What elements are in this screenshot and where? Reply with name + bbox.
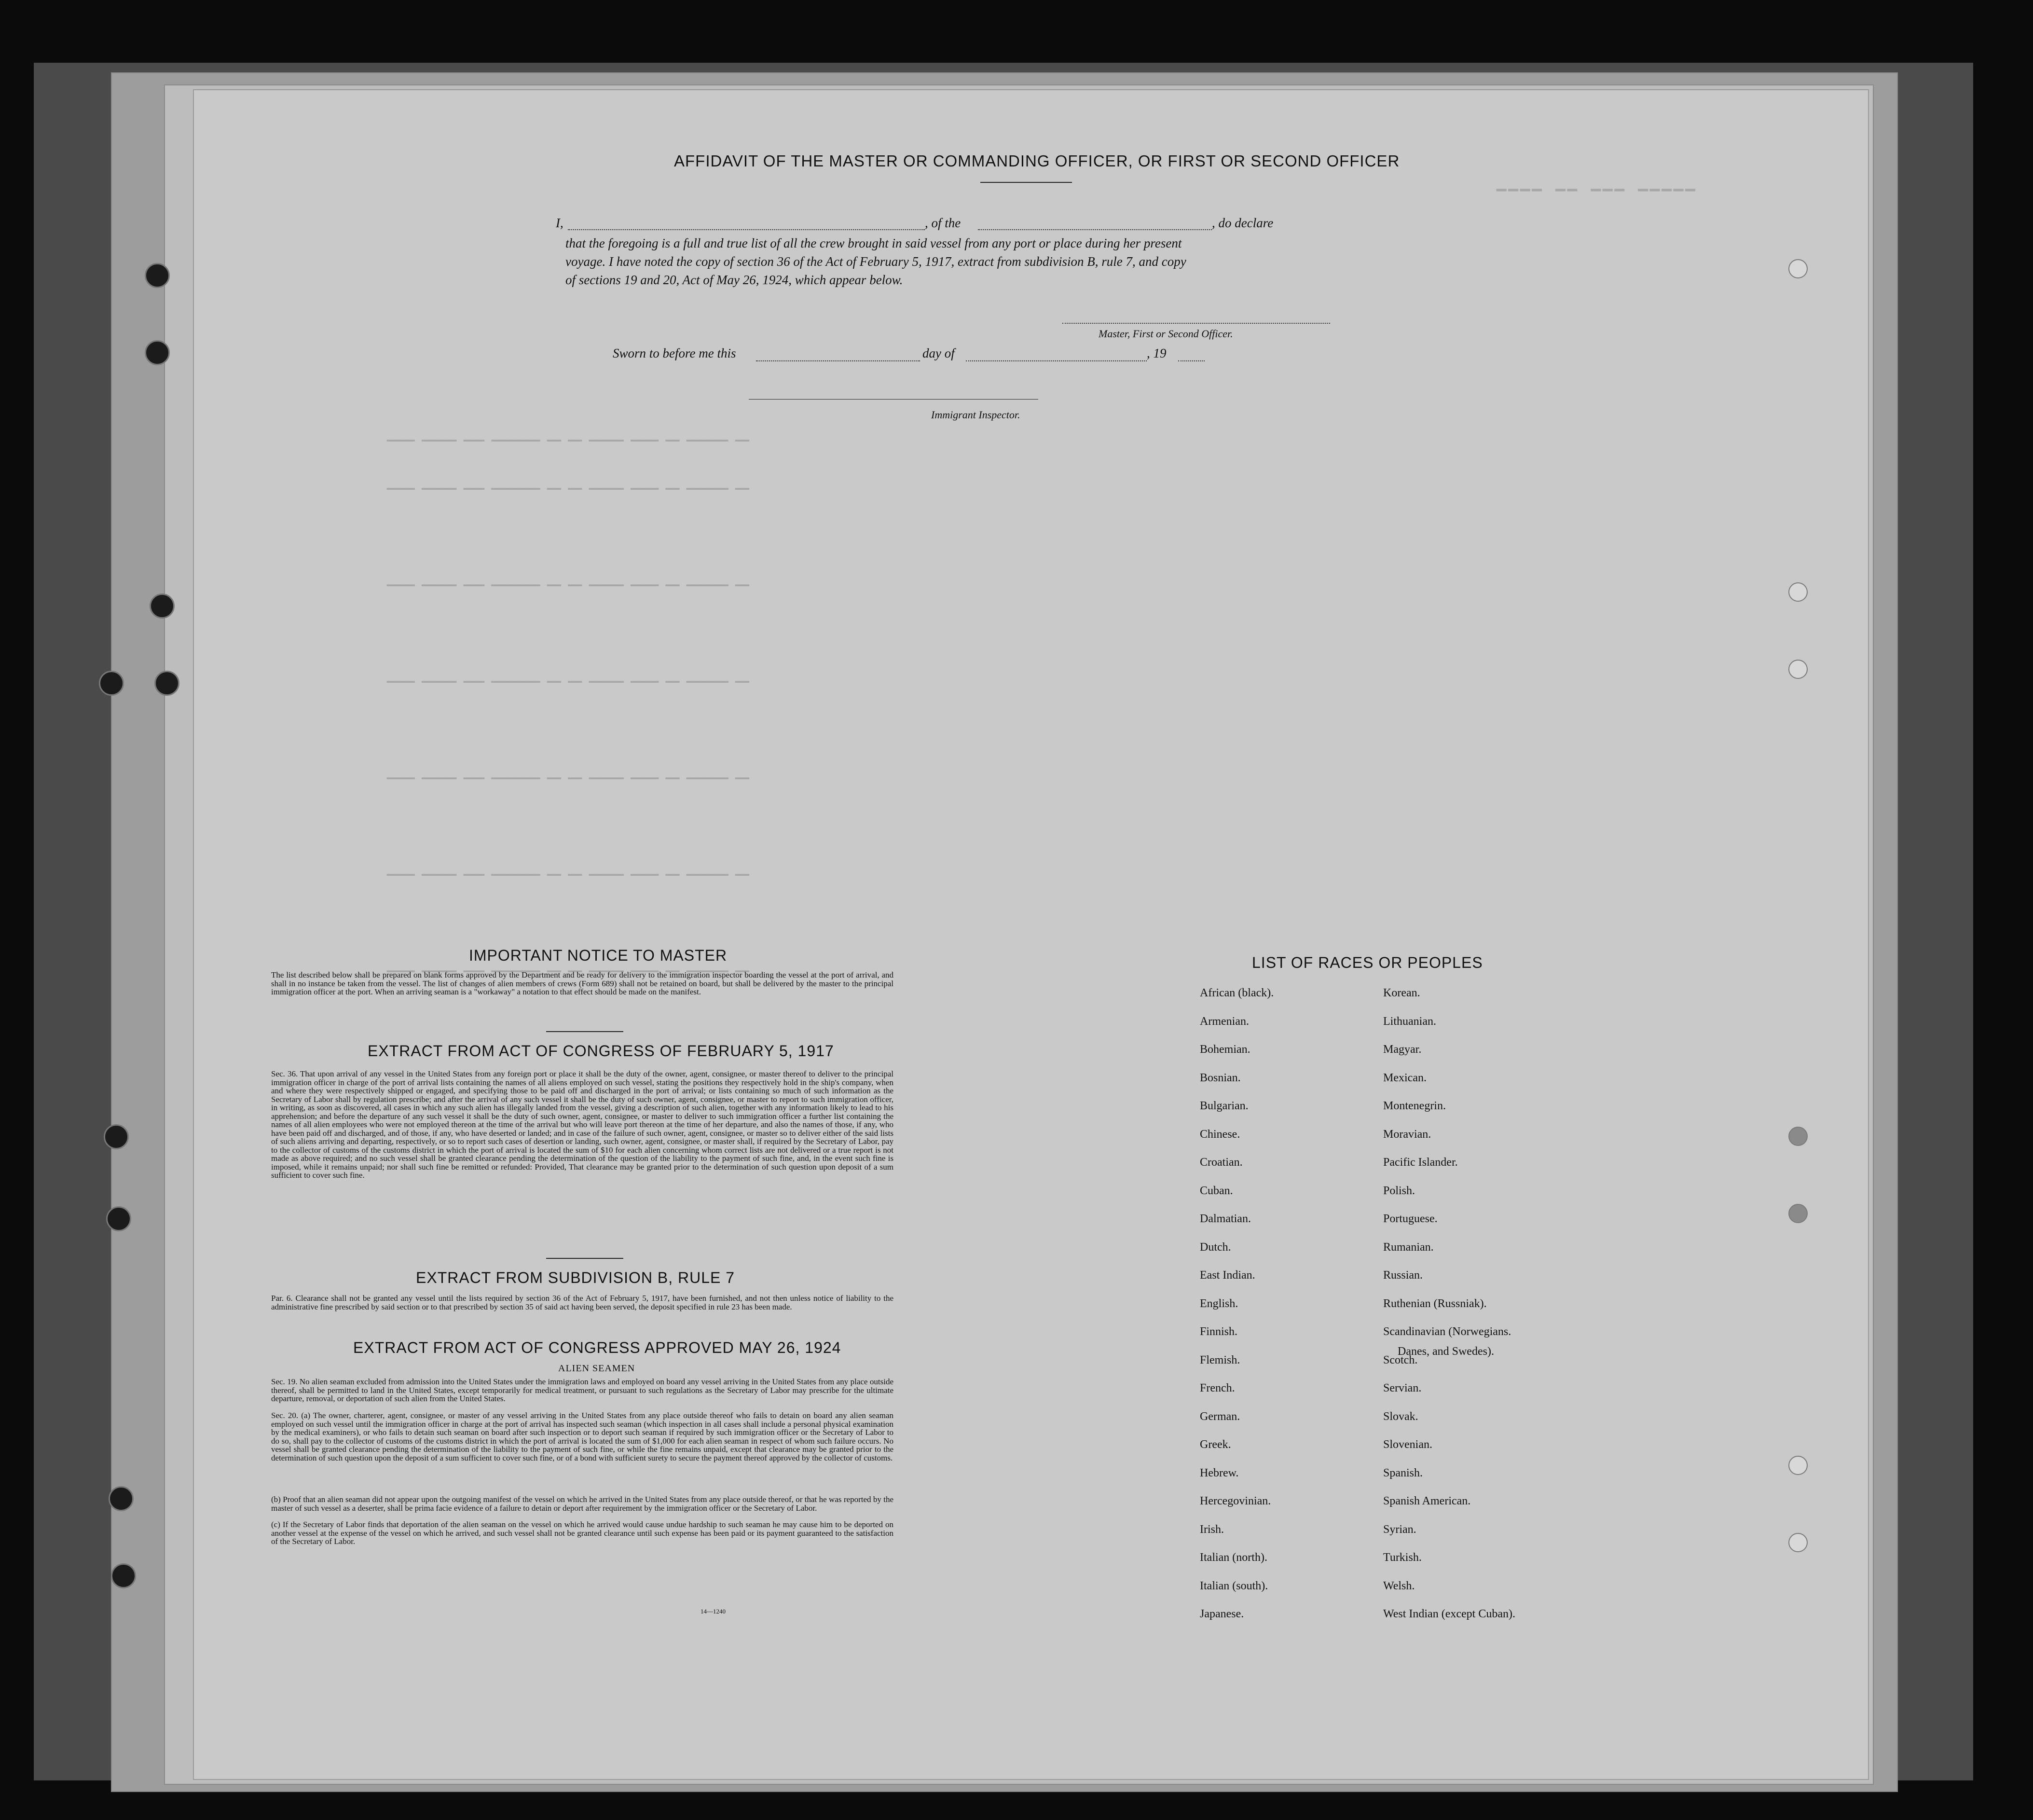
bleed-through: ▁▁▁▁ ▁▁▁▁▁ ▁▁▁ ▁▁▁▁▁▁▁ ▁▁ ▁▁ ▁▁▁▁▁ ▁▁▁▁ ▁▁ ▁▁▁▁▁▁ ▁▁ [387, 864, 749, 877]
race-item: Spanish American. [1383, 1495, 1471, 1507]
race-item: Cuban. [1200, 1184, 1233, 1197]
sec-20b-body: (b) Proof that an alien seaman did not appear upon the outgoing manifest of the vessel on which he arrived in the United States from any place outside thereof, or that he was reported by the master of such vessel as a deserter, shall be prima facie evidence of a failure to detain or deport after requirement by the immigration officer or the Secretary of Labor. [271, 1495, 893, 1513]
punch-hole [1788, 259, 1808, 278]
section-divider [546, 1258, 623, 1259]
rule7-body: Par. 6. Clearance shall not be granted any vessel until the lists required by section 36 of the Act of February 5, 1917, have been furnished, and not then unless notice of liability to the administrative fine prescribed by said section or to that prescribed by section 35 of said act having been served, the deposit specified in rule 23 has been made. [271, 1294, 893, 1311]
race-item: Hercegovinian. [1200, 1495, 1271, 1507]
race-item: Italian (north). [1200, 1551, 1267, 1564]
form-sheet [193, 89, 1869, 1780]
sworn-year: , 19 [1147, 346, 1167, 360]
race-item: Magyar. [1383, 1043, 1422, 1056]
race-item: East Indian. [1200, 1269, 1255, 1282]
bleed-through: ▁▁▁▁ ▁▁▁▁▁ ▁▁▁ ▁▁▁▁▁▁▁ ▁▁ ▁▁ ▁▁▁▁▁ ▁▁▁▁ ▁▁ ▁▁▁▁▁▁ ▁▁ [387, 574, 749, 587]
sec-19-body: Sec. 19. No alien seaman excluded from admission into the United States under the immigration laws and employed on board any vessel arriving in the United States from any place outside thereof, shall be permitted to land in the United States, except temporarily for medical treatment, or pursuant to such regulations as the Secretary of Labor may prescribe for the ultimate departure, removal, or deportation of such alien from the United States. [271, 1377, 893, 1403]
race-item: Montenegrin. [1383, 1100, 1446, 1112]
punch-hole [1788, 1127, 1808, 1146]
bleed-through: ▁▁▁▁ ▁▁▁▁▁ ▁▁▁ ▁▁▁▁▁▁▁ ▁▁ ▁▁ ▁▁▁▁▁ ▁▁▁▁ ▁▁ ▁▁▁▁▁▁ ▁▁ [387, 429, 749, 442]
race-item: Finnish. [1200, 1325, 1238, 1338]
binding-hole [106, 1206, 131, 1231]
bleed-through: ▁▁▁▁ ▁▁▁▁▁ ▁▁▁ ▁▁▁▁▁▁▁ ▁▁ ▁▁ ▁▁▁▁▁ ▁▁▁▁ ▁▁ ▁▁▁▁▁▁ ▁▁ [387, 671, 749, 684]
sworn-day-of: day of [922, 346, 955, 360]
affidavit-do-declare: , do declare [1212, 216, 1274, 230]
bleed-through: ▁▁▁▁ ▁▁▁▁▁ ▁▁▁ ▁▁▁▁▁▁▁ ▁▁ ▁▁ ▁▁▁▁▁ ▁▁▁▁ ▁▁ ▁▁▁▁▁▁ ▁▁ [387, 960, 749, 973]
officer-name-field[interactable] [568, 229, 925, 230]
race-item: Russian. [1383, 1269, 1423, 1282]
sworn-day-field[interactable] [756, 360, 920, 361]
race-item: Spanish. [1383, 1466, 1423, 1479]
punch-hole [1788, 1533, 1808, 1552]
race-item: Dutch. [1200, 1241, 1231, 1254]
vessel-name-field[interactable] [978, 229, 1212, 230]
bleed-through: ▁▁▁▁ ▁▁ ▁▁▁ ▁▁▁▁▁ [1497, 174, 1697, 193]
punch-hole [1788, 660, 1808, 679]
form-number: 14—1240 [701, 1608, 726, 1615]
inspector-caption: Immigrant Inspector. [931, 409, 1020, 421]
sec-20c-body: (c) If the Secretary of Labor finds that deportation of the alien seaman on the vessel on which he arrived would cause undue hardship to such seaman he may cause him to be deported on another vessel at the expense of the vessel on which he arrived, and such vessel shall not be granted clearance until such expense has been paid or its payment guaranteed to the satisfaction of the Secretary of Labor. [271, 1520, 893, 1546]
race-item: Greek. [1200, 1438, 1231, 1451]
sworn-prefix: Sworn to before me this [613, 346, 736, 360]
notice-body: The list described below shall be prepared on blank forms approved by the Department and be ready for delivery to the immigration inspector boarding the vessel at the port of arrival, and shall in no instance be taken from the vessel. The list of changes of alien members of crews (Form 689) shall not be retained on board, but shall be delivered by the master to the principal immigration officer at the port. When an arriving seaman is a "workaway" a notation to that effect should be made on the manifest. [271, 970, 893, 996]
race-item: Hebrew. [1200, 1466, 1239, 1479]
race-item: German. [1200, 1410, 1240, 1423]
race-item: French. [1200, 1382, 1235, 1394]
binding-hole [99, 671, 124, 696]
punch-hole [1788, 1204, 1808, 1223]
race-item: Welsh. [1383, 1579, 1415, 1592]
race-item: Slovak. [1383, 1410, 1418, 1423]
race-item: West Indian (except Cuban). [1383, 1608, 1515, 1620]
sworn-year-field[interactable] [1178, 360, 1205, 361]
race-item: Danes, and Swedes). [1398, 1345, 1494, 1358]
binding-hole [150, 593, 175, 619]
race-item: Servian. [1383, 1382, 1422, 1394]
master-signature-field[interactable] [1062, 323, 1330, 324]
binding-hole [104, 1124, 129, 1149]
race-item: Syrian. [1383, 1523, 1416, 1536]
punch-hole [1788, 1456, 1808, 1475]
race-item: Croatian. [1200, 1156, 1243, 1169]
race-item: Ruthenian (Russniak). [1383, 1297, 1487, 1310]
extract-1924-title: EXTRACT FROM ACT OF CONGRESS APPROVED MAY 26, 1924 [353, 1339, 841, 1356]
section-divider [546, 1031, 623, 1032]
race-item: Bulgarian. [1200, 1100, 1249, 1112]
inspector-signature-line [749, 399, 1038, 400]
race-item: English. [1200, 1297, 1238, 1310]
binding-hole [154, 671, 179, 696]
race-item: Portuguese. [1383, 1213, 1438, 1225]
bleed-through: ▁▁▁▁ ▁▁▁▁▁ ▁▁▁ ▁▁▁▁▁▁▁ ▁▁ ▁▁ ▁▁▁▁▁ ▁▁▁▁ ▁▁ ▁▁▁▁▁▁ ▁▁ [387, 478, 749, 491]
race-item: Korean. [1383, 987, 1420, 999]
race-item: Lithuanian. [1383, 1015, 1436, 1028]
binding-hole [145, 263, 170, 288]
affidavit-line-2: that the foregoing is a full and true list of all the crew brought in said vessel from any port or place during her present [565, 236, 1182, 250]
race-item: Dalmatian. [1200, 1213, 1251, 1225]
race-item: Turkish. [1383, 1551, 1422, 1564]
notice-title: IMPORTANT NOTICE TO MASTER [469, 947, 728, 964]
race-item: Scotch. [1383, 1353, 1418, 1366]
race-item: Polish. [1383, 1184, 1415, 1197]
bleed-through: ▁▁▁▁ ▁▁▁▁▁ ▁▁▁ ▁▁▁▁▁▁▁ ▁▁ ▁▁ ▁▁▁▁▁ ▁▁▁▁ ▁▁ ▁▁▁▁▁▁ ▁▁ [387, 767, 749, 780]
race-item: Scandinavian (Norwegians. [1383, 1325, 1511, 1338]
binding-hole [111, 1563, 136, 1588]
affidavit-line-4: of sections 19 and 20, Act of May 26, 1924, which appear below. [565, 273, 903, 287]
race-item: Italian (south). [1200, 1579, 1268, 1592]
race-item: African (black). [1200, 987, 1274, 999]
rule7-title: EXTRACT FROM SUBDIVISION B, RULE 7 [416, 1269, 735, 1286]
punch-hole [1788, 582, 1808, 602]
affidavit-i: I, [556, 216, 563, 230]
master-signature-caption: Master, First or Second Officer. [1099, 328, 1233, 340]
race-item: Rumanian. [1383, 1241, 1434, 1254]
race-item: Moravian. [1383, 1128, 1431, 1141]
binding-hole [109, 1486, 134, 1511]
race-item: Chinese. [1200, 1128, 1240, 1141]
race-item: Slovenian. [1383, 1438, 1432, 1451]
binding-hole [145, 340, 170, 365]
race-item: Irish. [1200, 1523, 1224, 1536]
affidavit-of-the: , of the [925, 216, 961, 230]
race-item: Bosnian. [1200, 1071, 1241, 1084]
extract-1917-title: EXTRACT FROM ACT OF CONGRESS OF FEBRUARY 5, 1917 [368, 1042, 834, 1060]
race-item: Mexican. [1383, 1071, 1427, 1084]
sec-20a-body: Sec. 20. (a) The owner, charterer, agent, consignee, or master of any vessel arriving in the United States from any place outside thereof who fails to detain on board any alien seaman employed on such vessel until the immigration officer in charge at the port of arrival has inspected such seaman (which inspection in all cases shall include a personal physical examination by the medical examiners), or who fails to detain such seaman on board after such inspection or to deport such seaman if required by such immigration officer or the Secretary of Labor to do so, shall pay to the collector of customs of the customs district in which the port of arrival is located the sum of $1,000 for each alien seaman in respect of whom such failure occurs. No vessel shall be granted clearance pending the determination of the liability to the payment of such fine, or while the fine remains unpaid, except that clearance may be granted prior to the determination of such question upon the deposit of a sum sufficient to cover such fine, or of a bond with sufficient surety to secure the payment thereof approved by the collector of customs. [271, 1411, 893, 1462]
races-title: LIST OF RACES OR PEOPLES [1252, 954, 1483, 971]
affidavit-title: AFFIDAVIT OF THE MASTER OR COMMANDING OFFICER, OR FIRST OR SECOND OFFICER [674, 152, 1400, 170]
race-item: Flemish. [1200, 1353, 1240, 1366]
alien-seamen-subtitle: ALIEN SEAMEN [558, 1363, 635, 1374]
race-item: Armenian. [1200, 1015, 1249, 1028]
race-item: Pacific Islander. [1383, 1156, 1458, 1169]
race-item: Japanese. [1200, 1608, 1244, 1620]
extract-1917-body: Sec. 36. That upon arrival of any vessel in the United States from any foreign port or place it shall be the duty of the owner, agent, consignee, or master thereof to deliver to the principal immigration officer in charge of the port of arrival lists containing the names of all aliens employed on such vessel, stating the positions they respectively hold in the ship's company, when and where they were respectively shipped or engaged, and specifying those to be paid off and discharged in the port of arrival; or lists containing so much of such information as the Secretary of Labor shall by regulation prescribe; and after the arrival of any such vessel it shall be the duty of such owner, agent, consignee, or master to report to such immigration officer, in writing, as soon as discovered, all cases in which any such alien has illegally landed from the vessel, giving a description of such alien, together with any information likely to lead to his apprehension; and before the departure of any such vessel it shall be the duty of such owner, agent, consignee, or master to deliver to such immigration officer a further list containing the names of all alien employees who were not employed thereon at the time of the arrival but who will leave port thereon at the time of her departure, and also the names of those, if any, who have been paid off and discharged, and of those, if any, who have deserted or landed; and in case of the failure of such owner, agent, consignee, or master so to deliver either of the said lists of such aliens arriving and departing, respectively, or so to report such cases of desertion or landing, such owner, agent, consignee, or master shall, if required by the Secretary of Labor, pay to the collector of customs of the customs district in which the port of arrival is located the sum of $10 for each alien concerning whom correct lists are not delivered or a true report is not made as above required; and no such vessel shall be granted clearance pending the determination of the question of the liability to the payment of such fine, and, in the event such fine is imposed, while it remains unpaid; nor shall such fine be remitted or refunded: Provided, That clearance may be granted prior to the determination of such question upon deposit of a sum sufficient to cover such fine. [271, 1069, 893, 1180]
title-underline [980, 182, 1072, 183]
affidavit-line-3: voyage. I have noted the copy of section 36 of the Act of February 5, 1917, extract from subdivision B, rule 7, and copy [565, 254, 1186, 269]
race-item: Bohemian. [1200, 1043, 1250, 1056]
sworn-month-field[interactable] [966, 360, 1147, 361]
